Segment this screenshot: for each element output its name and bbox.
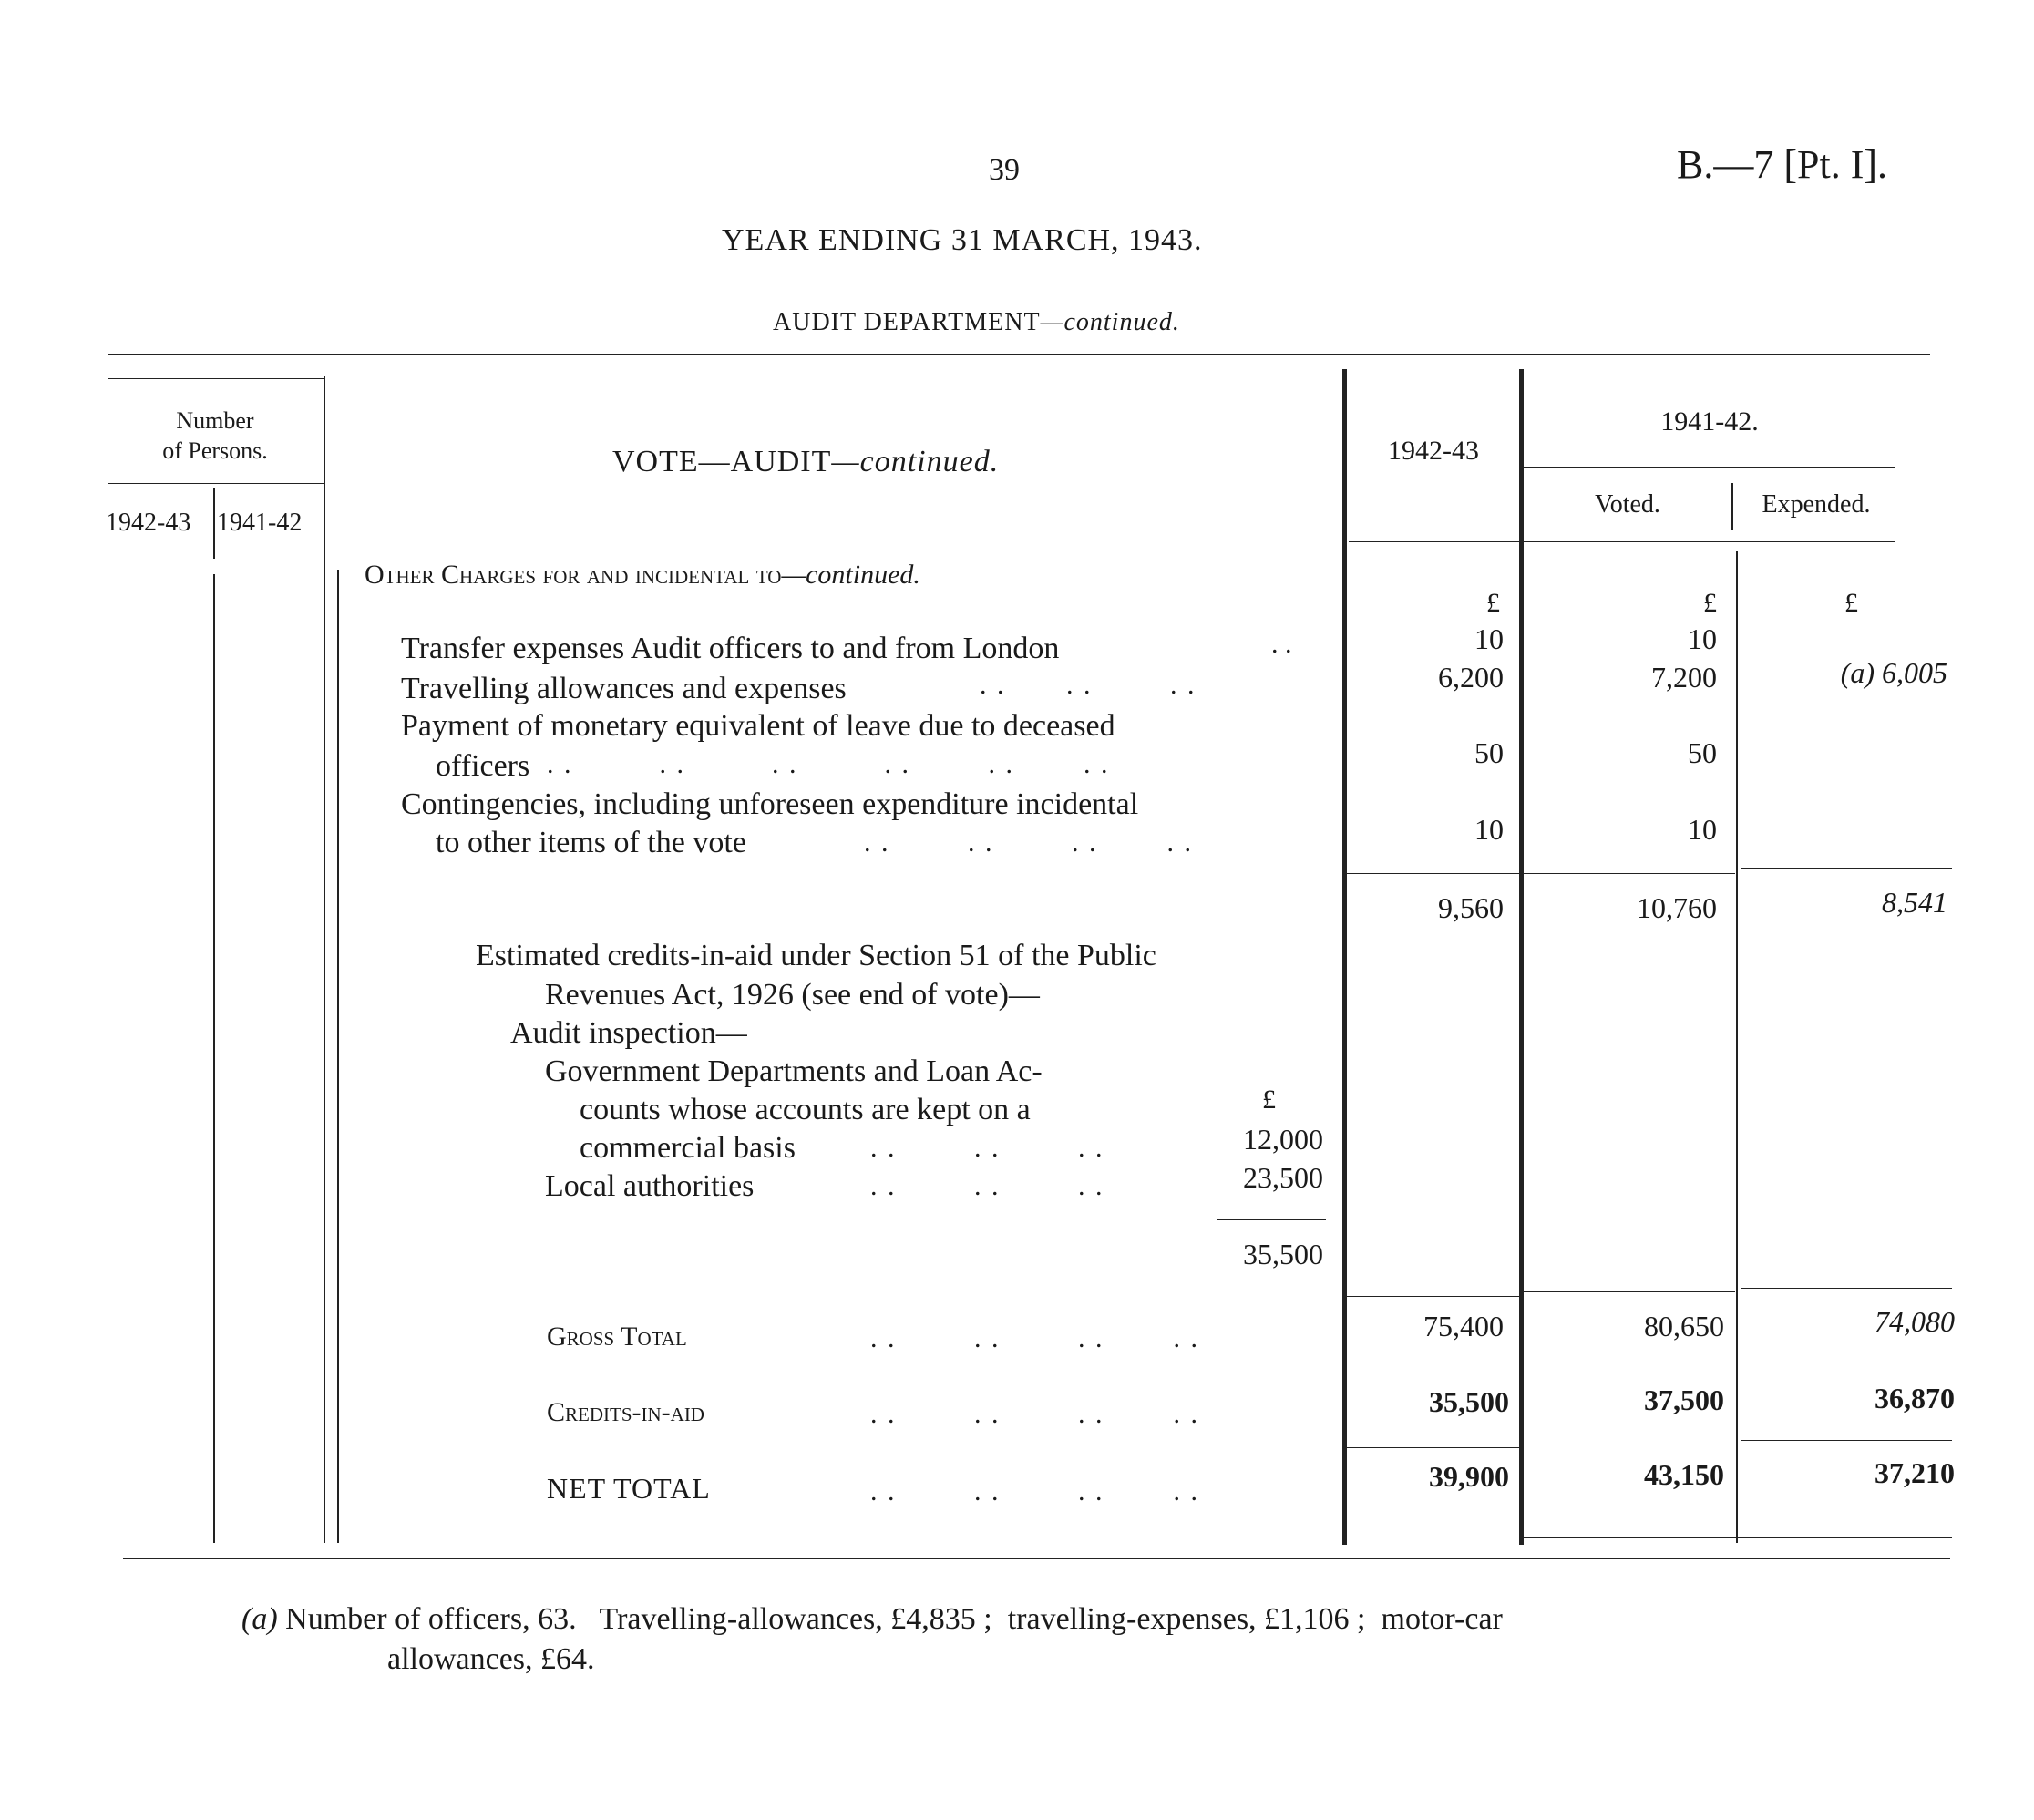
audit-inspection-label: Audit inspection—	[510, 1016, 747, 1050]
credits-currency: £	[1262, 1085, 1276, 1115]
document-reference: B.—7 [Pt. I].	[1677, 142, 1887, 187]
section-heading-text: Other Charges for and incidental to	[365, 560, 782, 590]
credits-in-aid-voted: 37,500	[1644, 1383, 1724, 1416]
credits-estimate-line2: Revenues Act, 1926 (see end of vote)—	[545, 978, 1040, 1012]
subtotal-estimate: 9,560	[1438, 891, 1504, 924]
net-rule-estimate	[1347, 1447, 1520, 1448]
prev-year-rule	[1522, 467, 1895, 468]
vote-title-suffix: —continued.	[831, 445, 1000, 478]
item-travelling-allowances: Travelling allowances and expenses	[401, 672, 847, 705]
government-departments-amount: 12,000	[1243, 1123, 1323, 1156]
department-heading	[773, 308, 1180, 337]
leader-dots: . . . . . . . . . . . .	[547, 749, 1110, 779]
persons-label-line2: of Persons.	[162, 437, 268, 464]
item-monetary-equivalent-line2: officers	[436, 749, 530, 783]
subtotal-rule-voted	[1524, 873, 1735, 874]
leader-dots: . . . . . .	[980, 670, 1197, 700]
currency-voted: £	[1703, 588, 1717, 618]
footnote-reference: (a)	[1840, 656, 1875, 689]
item-travelling-expended-value: 6,005	[1882, 656, 1947, 689]
gross-total-voted: 80,650	[1644, 1310, 1724, 1342]
voted-header: Voted.	[1595, 490, 1660, 519]
leader-dots: . . . . . .	[870, 1171, 1104, 1201]
footnote-marker: (a)	[241, 1602, 278, 1636]
estimate-column-rule	[1342, 369, 1347, 1545]
currency-estimate: £	[1486, 588, 1500, 618]
section-heading-suffix: —continued.	[781, 560, 920, 590]
footnote-line2: allowances, £64.	[387, 1642, 595, 1676]
item-monetary-voted: 50	[1688, 736, 1717, 769]
item-travelling-voted: 7,200	[1651, 661, 1717, 694]
local-authorities-label: Local authorities	[545, 1169, 755, 1203]
item-contingencies-line2: to other items of the vote	[436, 826, 746, 859]
leader-dots: . .	[1271, 629, 1292, 659]
subtotal-expended: 8,541	[1882, 886, 1947, 919]
persons-header	[108, 406, 323, 466]
persons-label-line1: Number	[176, 407, 254, 434]
persons-year-divider	[213, 488, 215, 559]
item-transfer-voted: 10	[1688, 622, 1717, 655]
gross-total-label: Gross Total	[547, 1321, 687, 1352]
gross-total-estimate: 75,400	[1423, 1310, 1504, 1342]
item-contingencies-voted: 10	[1688, 813, 1717, 846]
table-bottom-rule	[123, 1558, 1950, 1559]
persons-year-1942-43: 1942-43	[106, 509, 191, 537]
currency-expended: £	[1844, 588, 1858, 618]
voted-expended-header-divider	[1731, 483, 1733, 530]
local-authorities-amount: 23,500	[1243, 1161, 1323, 1194]
credits-in-aid-estimate: 35,500	[1429, 1385, 1509, 1418]
page-number: 39	[989, 153, 1020, 187]
gross-rule-expended	[1741, 1288, 1952, 1289]
persons-subheader-rule	[108, 483, 324, 484]
persons-column-divider	[324, 376, 325, 1543]
item-monetary-equivalent: Payment of monetary equivalent of leave due to deceased	[401, 709, 1115, 743]
subtotal-voted: 10,760	[1637, 891, 1717, 924]
leader-dots: . . . . . . . .	[870, 1323, 1199, 1353]
item-contingencies-estimate: 10	[1474, 813, 1504, 846]
section-heading	[365, 560, 920, 591]
item-transfer-expenses: Transfer expenses Audit officers to and from London	[401, 632, 1060, 665]
table-bottom-rule-right	[1522, 1537, 1952, 1538]
gross-total-expended: 74,080	[1875, 1305, 1955, 1338]
vote-title-text: VOTE—AUDIT	[612, 445, 832, 478]
item-monetary-estimate: 50	[1474, 736, 1504, 769]
persons-body-divider	[213, 574, 215, 1543]
credits-in-aid-expended: 36,870	[1875, 1382, 1955, 1414]
item-travelling-estimate: 6,200	[1438, 661, 1504, 694]
department-rule	[108, 354, 1930, 355]
leader-dots: . . . . . . . .	[870, 1399, 1199, 1429]
leader-dots: . . . . . . . .	[870, 1476, 1199, 1506]
department-suffix: —continued.	[1040, 308, 1180, 336]
net-rule-expended	[1741, 1440, 1952, 1441]
footnote-line1: Number of officers, 63. Travelling-allowances, £4,835 ; travelling-expenses, £1,106 ; motor-car	[285, 1602, 1503, 1636]
footnote	[241, 1602, 1503, 1637]
government-departments-line2: counts whose accounts are kept on a	[580, 1093, 1031, 1126]
government-departments-line1: Government Departments and Loan Ac-	[545, 1054, 1043, 1088]
previous-year-header: 1941-42.	[1660, 406, 1759, 437]
persons-top-rule	[108, 378, 324, 379]
credits-in-aid-label: Credits-in-aid	[547, 1397, 704, 1427]
subtotal-rule-estimate	[1347, 873, 1520, 874]
estimate-year-header: 1942-43	[1388, 436, 1479, 466]
gross-rule-voted	[1524, 1291, 1735, 1292]
net-total-estimate: 39,900	[1429, 1460, 1509, 1493]
persons-year-1941-42: 1941-42	[217, 509, 303, 537]
vote-title	[612, 445, 999, 479]
expended-header: Expended.	[1762, 490, 1871, 519]
gross-rule-estimate	[1347, 1296, 1520, 1297]
voted-column-rule	[1519, 369, 1524, 1545]
government-departments-line3: commercial basis	[580, 1131, 796, 1165]
credits-total-rule	[1217, 1219, 1326, 1220]
item-travelling-expended	[1736, 656, 1947, 690]
net-total-expended: 37,210	[1875, 1456, 1955, 1489]
credits-total-amount: 35,500	[1243, 1238, 1323, 1270]
item-contingencies: Contingencies, including unforeseen expenditure incidental	[401, 787, 1139, 821]
leader-dots: . . . . . .	[870, 1133, 1104, 1163]
item-transfer-estimate: 10	[1474, 622, 1504, 655]
net-total-voted: 43,150	[1644, 1458, 1724, 1491]
leader-dots: . . . . . . . .	[864, 828, 1193, 858]
amount-header-rule	[1349, 541, 1895, 542]
subtotal-rule-expended	[1741, 868, 1952, 869]
credits-estimate-line1: Estimated credits-in-aid under Section 51 of the Public	[476, 939, 1156, 972]
net-total-label: NET TOTAL	[547, 1472, 711, 1505]
department-name: AUDIT DEPARTMENT	[773, 308, 1041, 336]
description-column-left-rule	[337, 570, 339, 1543]
page-title: YEAR ENDING 31 MARCH, 1943.	[722, 223, 1203, 257]
